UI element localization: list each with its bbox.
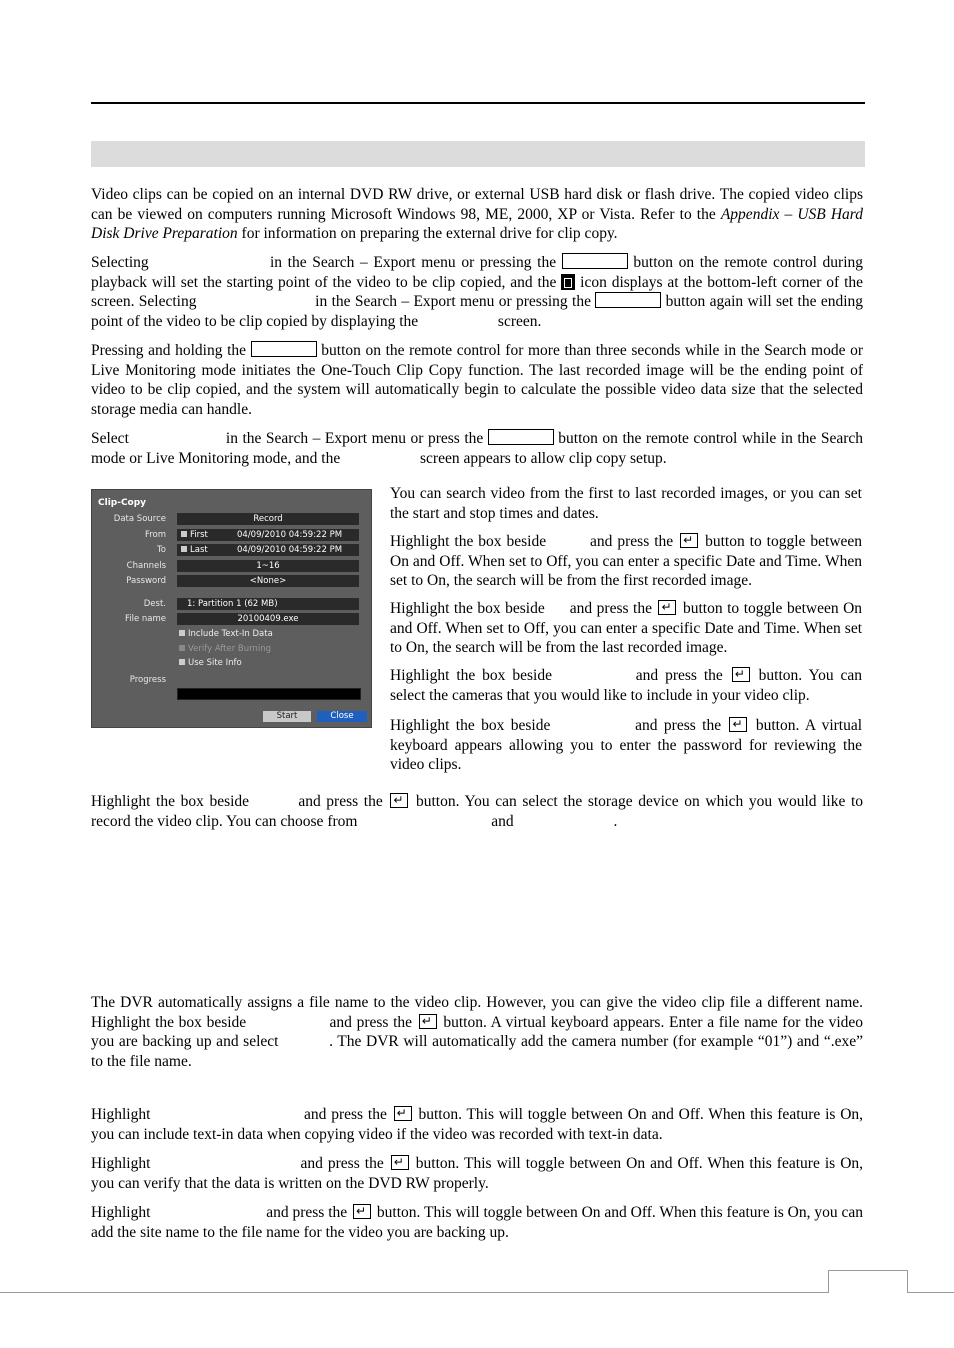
password-paragraph bbox=[390, 716, 862, 775]
site-label: Use Site Info bbox=[188, 658, 242, 668]
to-datetime: 04/09/2010 04:59:22 PM bbox=[237, 545, 343, 555]
remote-button-box bbox=[595, 292, 661, 308]
text: button again will set the ending point of the video to be clip copied by displaying the bbox=[91, 293, 864, 330]
textin-label: Include Text-In Data bbox=[188, 629, 273, 639]
text: Highlight the box beside bbox=[390, 600, 545, 617]
enter-key-icon bbox=[658, 600, 676, 615]
text: button to toggle between On and Off. When set to Off, you can enter a specific Date and Time. When set to On, the search will be from the last recorded image. bbox=[390, 600, 863, 656]
remote-button-box bbox=[251, 341, 317, 357]
intro-text: Video clips can be copied on an internal DVD RW drive, or external USB hard disk or flash drive. The copied video clips can be viewed on computers running Microsoft Windows 98, ME, 2000, XP or Vista. Refer to the bbox=[91, 186, 863, 223]
header-rule bbox=[91, 102, 865, 104]
text: and press the bbox=[590, 533, 674, 550]
text: Highlight the box beside bbox=[390, 717, 551, 734]
text: Highlight the box beside bbox=[390, 667, 552, 684]
from-label: From bbox=[144, 530, 166, 540]
text: button. A virtual keyboard appears allowing you to enter the password for reviewing the video clips. bbox=[390, 717, 863, 773]
data-source-label: Data Source bbox=[113, 514, 166, 524]
filename-field[interactable]: 20100409.exe bbox=[177, 613, 359, 625]
text: . bbox=[613, 812, 618, 830]
text: button. This will toggle between On and Off. When this feature is On, you can add the site name to the file name for the video you are backing up. bbox=[91, 1204, 864, 1241]
dest-paragraph bbox=[91, 792, 863, 831]
page-number-box bbox=[828, 1270, 908, 1293]
enter-key-icon bbox=[390, 793, 408, 808]
to-paragraph bbox=[390, 599, 862, 658]
to-label: To bbox=[157, 545, 166, 555]
enter-key-icon bbox=[353, 1204, 371, 1219]
text: button. This will toggle between On and Off. When this feature is On, you can verify that the data is written on the DVD RW properly. bbox=[91, 1155, 864, 1192]
include-textin-option[interactable] bbox=[179, 629, 273, 639]
text: and press the bbox=[304, 1106, 387, 1123]
verify-label: Verify After Burning bbox=[188, 644, 272, 654]
text: Highlight the box beside bbox=[91, 793, 250, 810]
start-button[interactable]: Start bbox=[263, 711, 311, 722]
to-field[interactable] bbox=[177, 544, 359, 556]
enter-key-icon bbox=[394, 1106, 412, 1121]
password-field[interactable]: <None> bbox=[177, 575, 359, 587]
text: screen. bbox=[497, 312, 542, 330]
enter-key-icon bbox=[391, 1155, 409, 1170]
channels-label: Channels bbox=[126, 561, 166, 571]
from-datetime: 04/09/2010 04:59:22 PM bbox=[237, 530, 343, 540]
select-clip-copy-paragraph bbox=[91, 429, 863, 468]
dest-label: Dest. bbox=[143, 599, 166, 609]
text: button on the remote control during playback will set the starting point of the video to be clip copied, and the bbox=[91, 254, 864, 291]
text: and press the bbox=[300, 1155, 384, 1172]
first-checkbox[interactable] bbox=[181, 531, 187, 537]
last-label: Last bbox=[190, 545, 208, 555]
text: button. You can select the storage device on which you would like to record the video clip. You can choose from bbox=[91, 793, 864, 830]
clip-copy-marking-paragraph bbox=[91, 253, 863, 331]
from-paragraph bbox=[390, 532, 862, 591]
text: in the Search – Export menu or pressing the bbox=[269, 254, 557, 271]
text: Highlight the box beside bbox=[390, 533, 547, 550]
enter-key-icon bbox=[729, 717, 747, 732]
site-checkbox[interactable] bbox=[179, 659, 185, 665]
text: button on the remote control while in the Search mode or Live Monitoring mode, and the bbox=[91, 430, 863, 467]
search-range-paragraph bbox=[390, 484, 862, 523]
text: button. You can select the cameras that you would like to include in your video clip. bbox=[390, 667, 863, 704]
filename-label: File name bbox=[124, 614, 166, 624]
text: screen appears to allow clip copy setup. bbox=[420, 449, 667, 467]
first-label: First bbox=[190, 530, 208, 540]
text: . The DVR will automatically add the camera number (for example “01”) and “.exe” to the file name. bbox=[91, 1033, 864, 1070]
text: in the Search – Export menu or press the bbox=[225, 430, 484, 447]
text: and press the bbox=[298, 793, 383, 810]
remote-button-box bbox=[562, 253, 628, 269]
text: button on the remote control for more than three seconds while in the Search mode or Live Monitoring mode initiates the One-Touch Clip Copy function. The last recorded image will be the ending point of video to be clip copied, and the system will automatically begin to calculate the possible video data size that the selected storage media can handle. bbox=[91, 342, 863, 418]
enter-key-icon bbox=[732, 667, 750, 682]
footer-rule bbox=[0, 1292, 954, 1293]
panel-title: Clip-Copy bbox=[98, 498, 147, 508]
site-info-paragraph bbox=[91, 1203, 863, 1242]
textin-paragraph bbox=[91, 1105, 863, 1144]
verify-checkbox[interactable] bbox=[179, 645, 185, 651]
filename-paragraph bbox=[91, 993, 863, 1071]
dest-dropdown[interactable]: 1: Partition 1 (62 MB) bbox=[177, 598, 359, 610]
enter-key-icon bbox=[419, 1014, 437, 1029]
text: You can search video from the first to last recorded images, or you can set the start and stop times and dates. bbox=[390, 485, 862, 522]
clip-copy-screen bbox=[91, 489, 372, 728]
text: The DVR automatically assigns a file name to the video clip. However, you can give the video clip file a different name. Highlight the box beside bbox=[91, 994, 863, 1031]
text: Highlight bbox=[91, 1204, 151, 1221]
intro-paragraph bbox=[91, 185, 863, 244]
intro-text-end: for information on preparing the external drive for clip copy. bbox=[237, 225, 618, 242]
text: Selecting bbox=[91, 254, 149, 271]
verify-paragraph bbox=[91, 1154, 863, 1193]
text: and press the bbox=[635, 717, 722, 734]
verify-option[interactable] bbox=[179, 644, 271, 654]
text: button to toggle between On and Off. When set to Off, you can enter a specific Date and Time. When set to On, the search will be from the first recorded image. bbox=[390, 533, 863, 589]
text: and press the bbox=[266, 1204, 348, 1221]
from-field[interactable] bbox=[177, 529, 359, 541]
text: Highlight bbox=[91, 1155, 151, 1172]
text: Highlight bbox=[91, 1106, 151, 1123]
channels-paragraph bbox=[390, 666, 862, 705]
progress-bar bbox=[177, 688, 361, 700]
text: button. This will toggle between On and Off. When this feature is On, you can include text-in data when copying video if the video was recorded with text-in data. bbox=[91, 1106, 864, 1143]
site-info-option[interactable] bbox=[179, 658, 242, 668]
remote-button-box bbox=[488, 429, 554, 445]
text: Pressing and holding the bbox=[91, 342, 247, 359]
last-checkbox[interactable] bbox=[181, 546, 187, 552]
text: Select bbox=[91, 430, 129, 447]
section-heading-bar bbox=[91, 141, 865, 167]
enter-key-icon bbox=[680, 533, 698, 548]
clip-copy-icon bbox=[561, 274, 575, 290]
textin-checkbox[interactable] bbox=[179, 630, 185, 636]
text: button. A virtual keyboard appears. Enter a file name for the video you are backing up and select bbox=[91, 1013, 864, 1050]
text: icon displays at the bottom-left corner of the screen. Selecting bbox=[91, 273, 864, 310]
close-button[interactable]: Close bbox=[317, 711, 367, 722]
data-source-field[interactable]: Record bbox=[177, 513, 359, 525]
progress-label: Progress bbox=[129, 675, 166, 685]
text: and press the bbox=[569, 600, 652, 617]
password-label: Password bbox=[126, 576, 166, 586]
channels-field[interactable]: 1~16 bbox=[177, 560, 359, 572]
text: and bbox=[491, 812, 514, 830]
text: in the Search – Export menu or pressing the bbox=[315, 293, 591, 310]
text: and press the bbox=[635, 667, 723, 684]
appendix-reference: Appendix – USB Hard Disk Drive Preparation bbox=[91, 205, 863, 242]
text: and press the bbox=[329, 1013, 413, 1031]
one-touch-paragraph bbox=[91, 341, 863, 419]
